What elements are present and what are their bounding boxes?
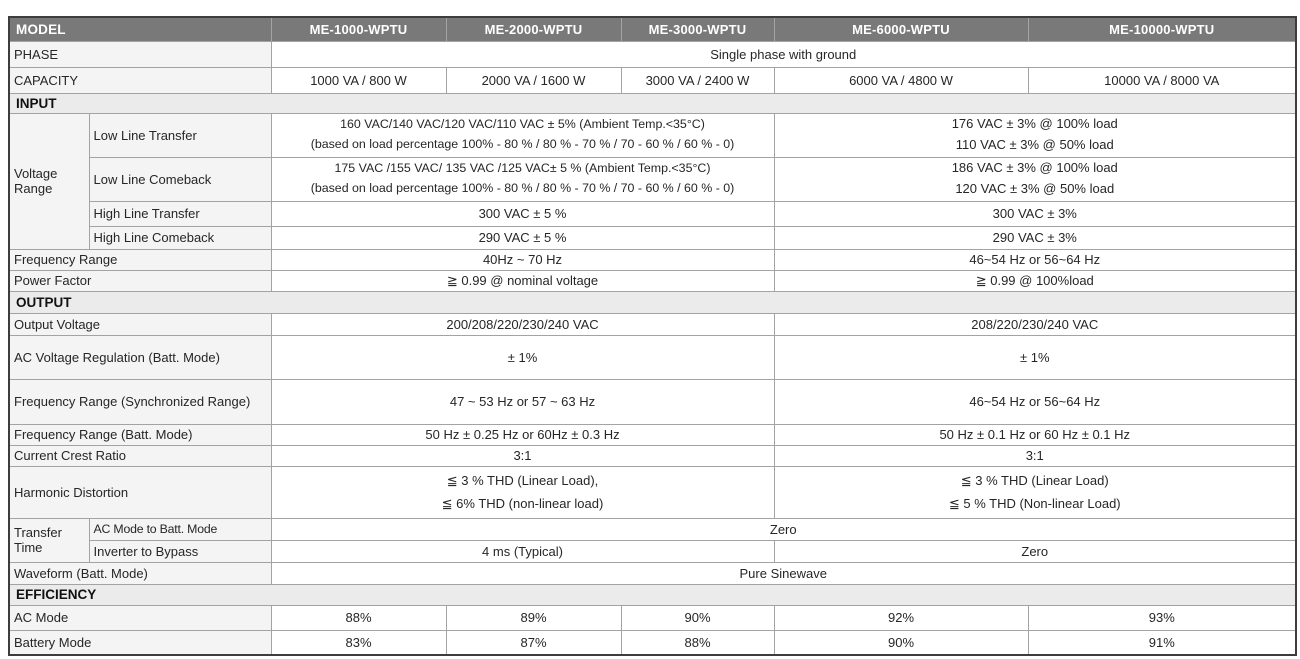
value-line: 110 VAC ± 3% @ 50% load xyxy=(955,137,1114,152)
capacity-label: CAPACITY xyxy=(9,67,271,93)
inverter-to-bypass-right-value: Zero xyxy=(774,540,1296,562)
current-crest-ratio-left-value: 3:1 xyxy=(271,445,774,466)
low-line-transfer-left-value xyxy=(271,113,774,157)
battery-mode-value: 83% xyxy=(271,630,446,655)
voltage-range-label: Voltage Range xyxy=(9,113,89,249)
low-line-comeback-right-value xyxy=(774,157,1296,201)
frequency-range-sync-left-value: 47 ~ 53 Hz or 57 ~ 63 Hz xyxy=(271,379,774,424)
ac-voltage-regulation-label: AC Voltage Regulation (Batt. Mode) xyxy=(9,335,271,379)
capacity-value: 1000 VA / 800 W xyxy=(271,67,446,93)
power-factor-right-value: ≧ 0.99 @ 100%load xyxy=(774,270,1296,291)
transfer-time-label: Transfer Time xyxy=(9,518,89,562)
ac-to-batt-value: Zero xyxy=(271,518,1296,540)
output-voltage-label: Output Voltage xyxy=(9,313,271,335)
inverter-to-bypass-left-value: 4 ms (Typical) xyxy=(271,540,774,562)
high-line-comeback-row xyxy=(9,226,1296,249)
output-voltage-right-value: 208/220/230/240 VAC xyxy=(774,313,1296,335)
frequency-range-batt-right-value: 50 Hz ± 0.1 Hz or 60 Hz ± 0.1 Hz xyxy=(774,424,1296,445)
model-header-me2000: ME-2000-WPTU xyxy=(446,17,621,41)
high-line-transfer-left-value: 300 VAC ± 5 % xyxy=(271,201,774,226)
high-line-comeback-right-value: 290 VAC ± 3% xyxy=(774,226,1296,249)
harmonic-distortion-row xyxy=(9,466,1296,518)
phase-value: Single phase with ground xyxy=(271,41,1296,67)
waveform-row xyxy=(9,562,1296,584)
ac-mode-value: 89% xyxy=(446,605,621,630)
phase-label: PHASE xyxy=(9,41,271,67)
frequency-range-sync-right-value: 46~54 Hz or 56~64 Hz xyxy=(774,379,1296,424)
input-section-header: INPUT xyxy=(9,93,1296,113)
phase-row xyxy=(9,41,1296,67)
low-line-comeback-row xyxy=(9,157,1296,201)
battery-mode-value: 90% xyxy=(774,630,1028,655)
current-crest-ratio-right-value: 3:1 xyxy=(774,445,1296,466)
value-line: ≦ 5 % THD (Non-linear Load) xyxy=(948,496,1121,511)
value-line: (based on load percentage 100% - 80 % / 80 % - 70 % / 70 - 60 % / 60 % - 0) xyxy=(310,181,735,195)
low-line-transfer-right-value xyxy=(774,113,1296,157)
value-line: ≦ 3 % THD (Linear Load), xyxy=(446,472,599,488)
output-voltage-row xyxy=(9,313,1296,335)
ac-mode-value: 88% xyxy=(271,605,446,630)
power-factor-label: Power Factor xyxy=(9,270,271,291)
waveform-label: Waveform (Batt. Mode) xyxy=(9,562,271,584)
input-frequency-range-left-value: 40Hz ~ 70 Hz xyxy=(271,249,774,270)
high-line-transfer-right-value: 300 VAC ± 3% xyxy=(774,201,1296,226)
value-line: 160 VAC/140 VAC/120 VAC/110 VAC ± 5% (Ambient Temp.<35°C) xyxy=(340,117,705,132)
high-line-comeback-left-value: 290 VAC ± 5 % xyxy=(271,226,774,249)
ac-mode-value: 92% xyxy=(774,605,1028,630)
capacity-value: 10000 VA / 8000 VA xyxy=(1028,67,1296,93)
ac-mode-value: 93% xyxy=(1028,605,1296,630)
model-header-me6000: ME-6000-WPTU xyxy=(774,17,1028,41)
value-line: ≦ 3 % THD (Linear Load) xyxy=(960,472,1109,488)
low-line-comeback-label: Low Line Comeback xyxy=(89,157,271,201)
capacity-value: 2000 VA / 1600 W xyxy=(446,67,621,93)
input-section-row xyxy=(9,93,1296,113)
inverter-to-bypass-label: Inverter to Bypass xyxy=(89,540,271,562)
efficiency-battery-mode-row xyxy=(9,630,1296,655)
power-factor-left-value: ≧ 0.99 @ nominal voltage xyxy=(271,270,774,291)
frequency-range-sync-label: Frequency Range (Synchronized Range) xyxy=(9,379,271,424)
value-line: (based on load percentage 100% - 80 % / 80 % - 70 % / 70 - 60 % / 60 % - 0) xyxy=(310,137,735,151)
capacity-row xyxy=(9,67,1296,93)
input-frequency-range-row xyxy=(9,249,1296,270)
transfer-time-inverter-bypass-row xyxy=(9,540,1296,562)
current-crest-ratio-row xyxy=(9,445,1296,466)
value-line: 175 VAC /155 VAC/ 135 VAC /125 VAC± 5 % (Ambient Temp.<35°C) xyxy=(334,161,711,176)
harmonic-distortion-right-value xyxy=(774,466,1296,518)
value-line: 176 VAC ± 3% @ 100% load xyxy=(951,116,1118,132)
high-line-transfer-row xyxy=(9,201,1296,226)
output-section-header: OUTPUT xyxy=(9,291,1296,313)
output-voltage-left-value: 200/208/220/230/240 VAC xyxy=(271,313,774,335)
model-header-me3000: ME-3000-WPTU xyxy=(621,17,774,41)
model-header-me1000: ME-1000-WPTU xyxy=(271,17,446,41)
capacity-value: 6000 VA / 4800 W xyxy=(774,67,1028,93)
model-header-me10000: ME-10000-WPTU xyxy=(1028,17,1296,41)
transfer-time-ac-to-batt-row xyxy=(9,518,1296,540)
high-line-transfer-label: High Line Transfer xyxy=(89,201,271,226)
ac-voltage-regulation-right-value: ± 1% xyxy=(774,335,1296,379)
ac-mode-value: 90% xyxy=(621,605,774,630)
high-line-comeback-label: High Line Comeback xyxy=(89,226,271,249)
model-header-row xyxy=(9,17,1296,41)
output-section-row xyxy=(9,291,1296,313)
capacity-value: 3000 VA / 2400 W xyxy=(621,67,774,93)
value-line: ≦ 6% THD (non-linear load) xyxy=(441,496,604,511)
ac-to-batt-label: AC Mode to Batt. Mode xyxy=(89,518,271,540)
battery-mode-value: 91% xyxy=(1028,630,1296,655)
value-line: 120 VAC ± 3% @ 50% load xyxy=(955,181,1115,196)
harmonic-distortion-left-value xyxy=(271,466,774,518)
input-frequency-range-label: Frequency Range xyxy=(9,249,271,270)
spec-table xyxy=(8,16,1297,656)
waveform-value: Pure Sinewave xyxy=(271,562,1296,584)
frequency-range-batt-left-value: 50 Hz ± 0.25 Hz or 60Hz ± 0.3 Hz xyxy=(271,424,774,445)
value-line: 186 VAC ± 3% @ 100% load xyxy=(951,160,1118,176)
harmonic-distortion-label: Harmonic Distortion xyxy=(9,466,271,518)
battery-mode-value: 88% xyxy=(621,630,774,655)
current-crest-ratio-label: Current Crest Ratio xyxy=(9,445,271,466)
power-factor-row xyxy=(9,270,1296,291)
low-line-transfer-row xyxy=(9,113,1296,157)
efficiency-section-row xyxy=(9,584,1296,605)
low-line-transfer-label: Low Line Transfer xyxy=(89,113,271,157)
ac-mode-label: AC Mode xyxy=(9,605,271,630)
battery-mode-value: 87% xyxy=(446,630,621,655)
efficiency-section-header: EFFICIENCY xyxy=(9,584,1296,605)
low-line-comeback-left-value xyxy=(271,157,774,201)
model-header-label: MODEL xyxy=(9,17,271,41)
ac-voltage-regulation-left-value: ± 1% xyxy=(271,335,774,379)
frequency-range-sync-row xyxy=(9,379,1296,424)
frequency-range-batt-row xyxy=(9,424,1296,445)
ac-voltage-regulation-row xyxy=(9,335,1296,379)
battery-mode-label: Battery Mode xyxy=(9,630,271,655)
efficiency-ac-mode-row xyxy=(9,605,1296,630)
frequency-range-batt-label: Frequency Range (Batt. Mode) xyxy=(9,424,271,445)
input-frequency-range-right-value: 46~54 Hz or 56~64 Hz xyxy=(774,249,1296,270)
